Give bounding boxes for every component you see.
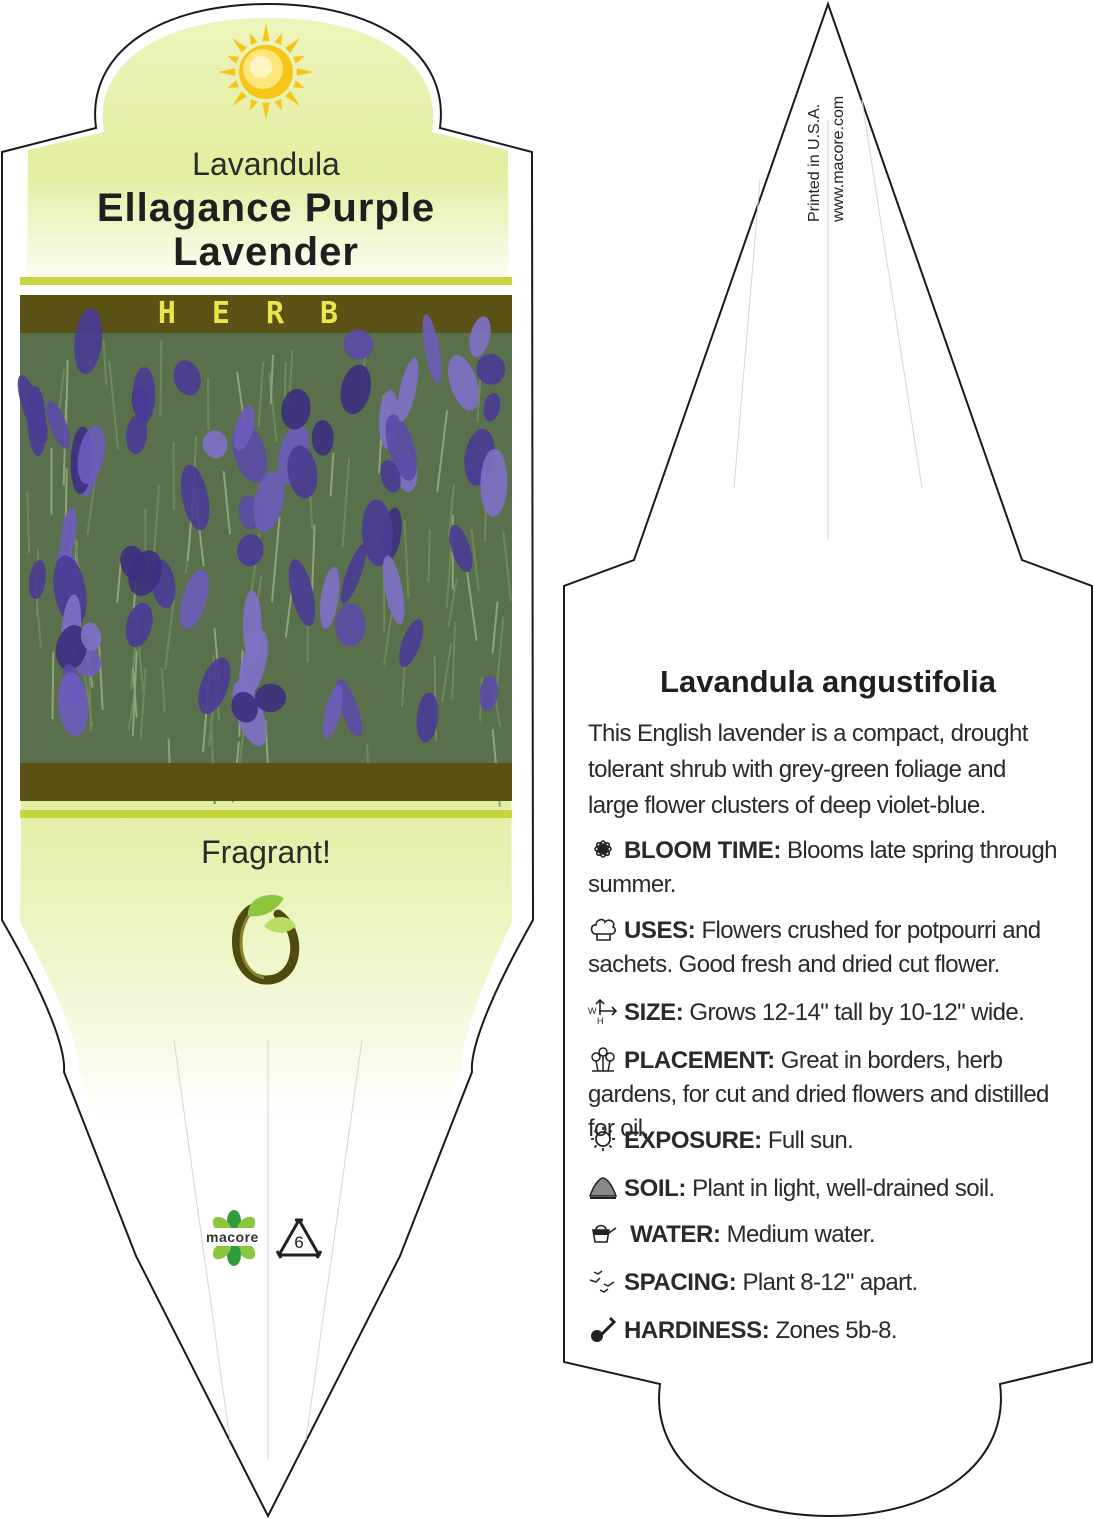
hardiness-label: HARDINESS: [624, 1317, 770, 1344]
exposure-row [588, 1124, 1058, 1158]
tagline: Fragrant! [201, 834, 331, 870]
upper-green-band [20, 277, 512, 285]
genus-name: Lavandula [192, 146, 340, 182]
soil-row [588, 1172, 1058, 1206]
photo-bottom-band [20, 763, 512, 801]
bloom-time-label: BLOOM TIME: [624, 837, 781, 864]
chef-hat-icon [588, 916, 618, 942]
size-label: SIZE: [624, 999, 684, 1026]
soil-icon [588, 1174, 618, 1200]
soil-value: Plant in light, well-drained soil. [692, 1175, 995, 1202]
uses-row [588, 914, 1058, 982]
svg-text:H: H [597, 1016, 603, 1024]
plant-description: This English lavender is a compact, drought tolerant shrub with grey-green foliage and large flower clusters of deep violet-blue. [588, 720, 1028, 819]
placement-value: Great in borders, herb gardens, for cut and dried flowers and distilled for oil. [588, 1047, 1049, 1142]
exposure-value: Full sun. [767, 1127, 854, 1154]
sun-icon [218, 24, 314, 120]
cultivar-name-line1: Ellagance Purple [96, 186, 436, 230]
soil-label: SOIL: [624, 1175, 686, 1202]
sun-outline-icon [588, 1126, 618, 1152]
lavender-photo [12, 307, 512, 807]
water-label: WATER: [630, 1221, 721, 1248]
recycle-code: 6 [294, 1233, 304, 1252]
thermometer-icon [588, 1316, 618, 1342]
uses-value: Flowers crushed for potpourri and sachets. Good fresh and dried cut flower. [588, 917, 1041, 978]
size-row [588, 996, 1058, 1030]
hardiness-value: Zones 5b-8. [775, 1317, 897, 1344]
bloom-time-row [588, 834, 1058, 902]
lower-green-band [20, 810, 512, 818]
plants-icon [588, 1046, 618, 1072]
botanical-name: Lavandula angustifolia [660, 664, 996, 699]
water-value: Medium water. [726, 1221, 875, 1248]
svg-text:W: W [588, 1006, 596, 1016]
size-icon [588, 998, 618, 1024]
spacing-label: SPACING: [624, 1269, 737, 1296]
spacing-row [588, 1266, 1058, 1300]
uses-label: USES: [624, 917, 696, 944]
brand-name: macore [206, 1229, 259, 1245]
spacing-value: Plant 8-12" apart. [742, 1269, 918, 1296]
watering-can-icon [588, 1220, 618, 1246]
bloom-time-value: Blooms late spring through summer. [588, 837, 1057, 898]
placement-label: PLACEMENT: [624, 1047, 775, 1074]
spacing-icon [588, 1268, 618, 1294]
printed-in-usa: Printed in U.S.A. [806, 103, 823, 222]
water-row [588, 1218, 1058, 1252]
exposure-label: EXPOSURE: [624, 1127, 762, 1154]
cultivar-name-line2: Lavender [173, 230, 359, 274]
hardiness-row [588, 1314, 1058, 1348]
website: www.macore.com [830, 95, 847, 222]
flower-icon [588, 836, 618, 862]
size-value: Grows 12-14" tall by 10-12" wide. [689, 999, 1025, 1026]
category-label: HERB [157, 296, 375, 331]
